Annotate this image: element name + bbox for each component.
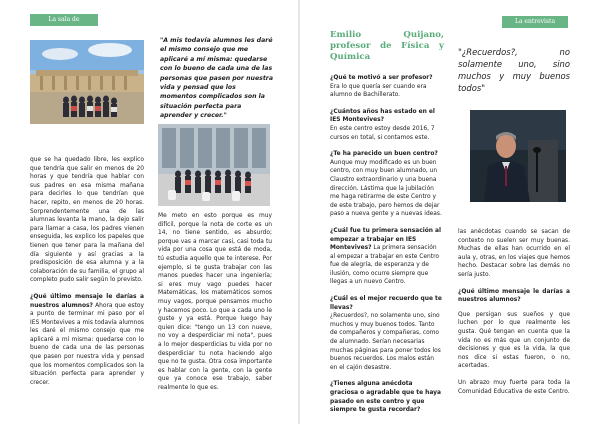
question-text: ¿Tienes alguna anécdota graciosa o agradable que te haya pasado en este centro y que siempre te gusta recordar? — [330, 381, 441, 414]
qa-item — [330, 74, 442, 100]
last-message-paragraph — [30, 293, 144, 388]
qa-item — [330, 108, 442, 142]
answer-text: Era lo que quería ser cuando era alumno de Bachillerato. — [330, 83, 427, 99]
interviewee-photo — [470, 110, 566, 202]
group-photo-building — [158, 124, 270, 206]
advice-paragraph: Me meto en esto porque es muy difícil, porque la nota de corte es un 14, no tiene sentido, es absurdo; porque vas a marcar casi, casi toda tu vida por una cosa que está de moda, tú estudia aquello que te interese. Por ejemplo, si te gusta trabajar con las manos puedes hacer una ingeniería; si eres muy vago puedes hacer Matemáticas, los matemáticos somos muy vagos, porque pensamos mucho y hacemos poco. Lo que a cada uno le guste y ya está. Porque luego hay quien dice: "tengo un 13 con nueve, no voy a desperdiciar mi nota", pues a lo mejor desperdicias tu vida por no desperdiciar tu nota haciendo algo que no te gusta. Otra cosa importante es hablar con la gente, con la gente que ya conoce ese trabajo, saber realmente lo que es. — [158, 213, 272, 391]
question-text: ¿Cuántos años has estado en el IES Montevives? — [330, 108, 435, 124]
right-page — [300, 0, 600, 424]
pull-quote: "¿Recuerdos?, no solamente uno, sino muchos y muy buenos todos" — [458, 47, 570, 93]
question-text: ¿Cuál es el mejor recuerdo que te llevas? — [330, 296, 442, 311]
pull-quote: "A mis todavía alumnos les daré el mismo consejo que me aplicaré a mí misma: quedarse con lo bueno de cada una de las personas que pasen por nuestra vida y pensad que los momentos complicados son la situación perfecta para aprender y crecer." — [160, 37, 274, 120]
middle-column-text — [158, 212, 272, 400]
question-text: ¿Te ha parecido un buen centro? — [330, 151, 438, 158]
qa-item — [330, 227, 442, 287]
question-text: ¿Qué último mensaje le darías a nuestros alumnos? — [458, 288, 570, 304]
story-paragraph: que se ha quedado libre, les explico que tendría que salir en menos de 20 horas y que tendría que hablar con sus padres en esa misma mañana para decirles lo que tendrían que hacer, repito, en menos de 20 horas. Sorprendentemente una de las alumnas levanta la mano, la dejo salir para llamar a casa, los padres vienen enseguida, les explico los papeles que tienen que tener para la mañana del día siguiente y así gracias a la predisposición de esa alumna y a la colaboración de su familia, el grupo al completo pudo salir según lo previsto. — [30, 157, 144, 284]
answer-text: Que persigan sus sueños y que luchen por lo que realmente les gusta. Qué tengan en cuenta que la vida no es más que un conjunto de decisiones y que es la vida, la que nos dice si estas fueron, o no, acertadas. — [458, 311, 570, 370]
left-column-text — [30, 156, 144, 395]
qa-item — [330, 380, 442, 414]
answer-text: En este centro estoy desde 2016, 7 cursos en total, si contamos este. — [330, 125, 435, 141]
interview-title: Emilio Quijano, profesor de Física y Química — [330, 30, 444, 62]
section-tag: La sala de — [30, 14, 98, 26]
answer-text: La primera sensación al empezar a trabajar en este Centro fue de alegría, de esperanza y de ilusión, como ocurre siempre que llegas a un nuevo Centro. — [330, 245, 439, 286]
interview-qa-column — [330, 74, 442, 423]
qa-item — [330, 295, 442, 372]
section-tag: La entrevista — [502, 16, 568, 28]
question-text: ¿Cuál fue tu primera sensación al empezar a trabajar en IES Montevives? — [330, 227, 442, 252]
farewell-text: Un abrazo muy fuerte para toda la Comunidad Educativa de este Centro. — [458, 379, 570, 395]
left-page — [0, 0, 298, 424]
anecdote-paragraph: las anécdotas cuando se sacan de contexto no suelen ser muy buenas. Muchas de ellas han ocurrido en el aula y, otras, en los viajes que hemos hecho. Destacar sobre las demás no sería justo. — [458, 229, 570, 278]
group-photo-palace — [30, 40, 144, 124]
question-text: ¿Qué último mensaje le darías a nuestros alumnos? — [30, 293, 144, 309]
qa-item — [330, 150, 442, 219]
answer-text: Ahora que estoy a punto de terminar mi paso por el IES Montevives a mis todavía alumnos les daré el mismo consejo que me aplicaré a mí misma: quedarse con lo bueno de cada una de las personas que pasen por nuestra vida y pensad que los momentos complicados son la situación perfecta para aprender y crecer. — [30, 302, 144, 386]
answer-text: ¿Recuerdos?, no solamente uno, sino muchos y muy buenos todos. Tanto de compañeros y compañeras, como de alumnado. Serían necesarias muchas páginas para poner todos los buenos recuerdos. Los malos están en el cajón desastre. — [330, 313, 441, 371]
interview-right-column — [458, 228, 570, 404]
answer-text: Aunque muy modificado es un buen centro, con muy buen alumnado, un Claustro extraordinario y una buena dirección. Lástima que la jubilación me haga retirarme de este Centro y de este trabajo, pero hemos de dejar paso a nueva gente y a nuevas ideas. — [330, 159, 442, 218]
question-text: ¿Qué te motivó a ser profesor? — [330, 75, 433, 81]
